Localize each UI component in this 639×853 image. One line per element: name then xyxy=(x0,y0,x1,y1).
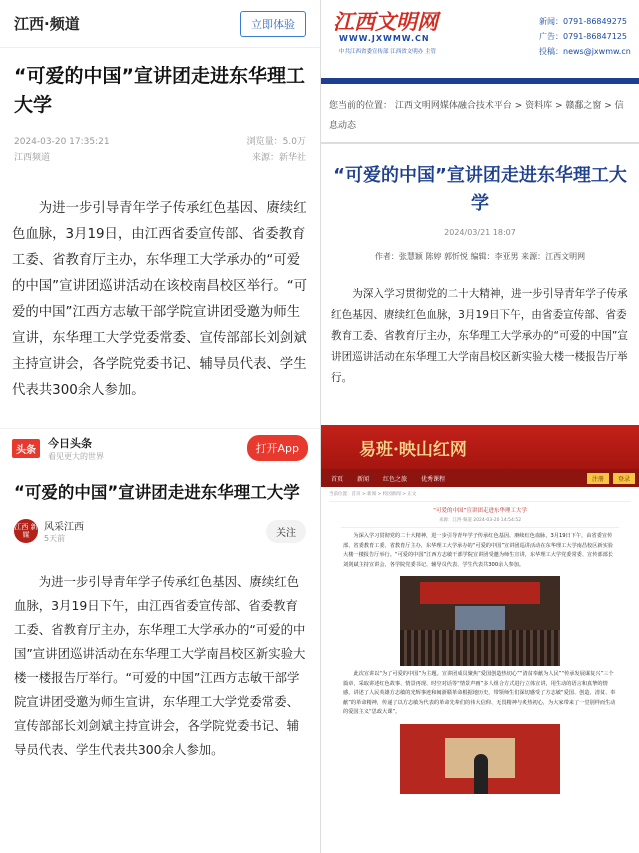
follow-button[interactable]: 关注 xyxy=(266,520,306,543)
jiangxi-channel-article xyxy=(0,0,320,440)
breadcrumb[interactable]: 您当前的位置： 江西文明网媒体融合技术平台 > 资料库 > 赣鄱之窗 > 信息动态 xyxy=(329,101,624,131)
article-paragraph-1: 为深入学习贯彻党的二十大精神，进一步引导青年学子传承红色基因、赓续红色血脉，3月19日下午，由省委宣传部、省委教育工委、省教育厅主办，东华理工大学承办的“可爱的中国”宣讲团巡讲活动在东华理工大学南昌校区新实验大楼一楼报告厅举行。“可爱的中国”江西方志敏干部学院宣讲团受邀为师生宣讲，东华理工大学党委常委、宣传部部长刘剑斌主持宣讲会，各学院党委书记、辅导员代表、学生代表共300余人参加。 xyxy=(343,533,613,568)
source-label: 来源：新华社 xyxy=(251,153,306,163)
jxwmw-article xyxy=(320,0,639,425)
login-button[interactable]: 登录 xyxy=(613,473,635,484)
toutiao-logo-icon: 头条 xyxy=(12,439,40,458)
author-row xyxy=(14,518,306,544)
site-subtitle: 中共江西省委宣传部 江西省文明办 主管 xyxy=(339,49,436,55)
divider xyxy=(341,527,619,528)
nav-bar xyxy=(321,78,639,84)
publish-datetime: 2024-03-20 17:35:21 xyxy=(14,137,110,147)
breadcrumb[interactable]: 当前位置：首页 > 新闻 > 校园新闻 > 正文 xyxy=(329,492,417,497)
article-paragraph-2: 此次宣讲以“为了可爱的中国”为主题。宣讲团成员聚焦“爱国创造热切心”“清贫奉献为人民”“传承发展谋复兴”三个篇章，采取讲述红色故事、情景再现、时空对话等“情景声画”多人组合方式进行立体宣讲，用生动的语言和真挚的情感，讲述了人民英雄方志敏的光辉事迹和闽浙赣革命根据地历史，带领师生们深切感受了方志敏“爱国、创造、清贫、奉献”的革命精神，传递了以方志敏为代表的革命先辈们的伟大信仰、无畏精神与炙热初心，为大家带来了一堂别样而生动的爱国主义“思政大课”。 xyxy=(343,671,616,715)
article-title: “可爱的中国”宣讲团走进东华理工大学 xyxy=(14,65,305,116)
article-title: “可爱的中国”宣讲团走进东华理工大学 xyxy=(333,165,627,214)
contact-info xyxy=(539,14,631,59)
article-title: “可爱的中国”宣讲团走进东华理工大学 xyxy=(433,508,527,514)
brand-slogan: 看见更大的世界 xyxy=(48,451,104,461)
event-photo xyxy=(400,576,560,666)
author-name[interactable]: 风采江西 xyxy=(44,522,84,533)
article-body: 为深入学习贯彻党的二十大精神，进一步引导青年学子传承红色基因、赓续红色血脉，3月19日下午，由省委宣传部、省委教育工委、省教育厅主办，东华理工大学承办的“可爱的中国”宣讲团巡讲活动在东华理工大学南昌校区新实验大楼一楼报告厅举行。 xyxy=(331,288,629,384)
author-info xyxy=(44,518,266,544)
projection-screen xyxy=(455,606,505,630)
site-url: WWW.JXWMW.CN xyxy=(339,34,430,43)
site-logo[interactable]: 江西文明网 xyxy=(333,9,438,34)
nav-item-home[interactable]: 首页 xyxy=(331,475,344,483)
site-logo[interactable]: 易班·映山红网 xyxy=(359,440,467,460)
open-app-button[interactable]: 打开App xyxy=(247,435,309,461)
nav-item-news[interactable]: 新闻 xyxy=(357,475,370,483)
avatar[interactable]: 江西 新媒 xyxy=(14,519,38,543)
article-body: 为进一步引导青年学子传承红色基因、赓续红色血脉，3月19日下午，由江西省委宣传部、省委教育工委、省教育厅主办，东华理工大学承办的“可爱的中国”宣讲团巡讲活动在东华理工大学南昌校区新实验大楼一楼报告厅举行。“可爱的中国”江西方志敏干部学院宣讲团受邀为师生宣讲，东华理工大学党委常委、宣传部部长刘剑斌主持宣讲会，各学院党委书记、辅导员代表、学生代表共300余人参加。 xyxy=(14,574,306,757)
audience xyxy=(400,630,560,666)
article-meta: 来源：江西·频道 2024-03-20 14:54:52 xyxy=(438,518,522,523)
stage-backdrop xyxy=(420,582,540,604)
divider xyxy=(321,142,639,144)
article-body: 为进一步引导青年学子传承红色基因、赓续红色血脉，3月19日，由江西省委宣传部、省委教育工委、省教育厅主办，东华理工大学承办的“可爱的中国”宣讲团巡讲活动在该校南昌校区举行。“可爱的中国”江西方志敏干部学院宣讲团受邀为师生宣讲，东华理工大学党委常委、宣传部部长刘剑斌主持宣讲会，各学院党委书记、辅导员代表、学生代表共300余人参加。 xyxy=(12,201,308,398)
ads-phone: 广告：0791-86847125 xyxy=(539,32,627,41)
brand-block xyxy=(48,435,247,462)
top-bar xyxy=(0,0,320,48)
yingshanhong-article xyxy=(320,425,639,853)
site-banner xyxy=(321,425,639,469)
nav-item-courses[interactable]: 优秀课程 xyxy=(421,475,446,483)
nav-bar xyxy=(321,469,639,487)
view-count: 浏览量：5.0万 xyxy=(246,137,306,147)
article-title: “可爱的中国”宣讲团走进东华理工大学 xyxy=(14,483,300,502)
channel-name[interactable]: 江西频道 xyxy=(14,153,51,163)
open-app-button[interactable]: 立即体验 xyxy=(240,11,306,37)
site-header xyxy=(321,0,639,78)
speaker-photo xyxy=(400,724,560,794)
register-button[interactable]: 注册 xyxy=(587,473,609,484)
toutiao-top-bar xyxy=(0,429,320,467)
article-meta xyxy=(14,134,306,166)
speaker-figure xyxy=(474,754,488,794)
nav-item-red-tour[interactable]: 红色之旅 xyxy=(383,475,408,483)
byline: 作者：张慧颖 陈婷 郭忻悦 编辑：李亚男 来源：江西文明网 xyxy=(374,252,586,261)
post-time: 5天前 xyxy=(44,534,66,543)
site-logo[interactable]: 江西·频道 xyxy=(14,15,80,33)
submit-email[interactable]: 投稿：news@jxwmw.cn xyxy=(539,47,631,56)
publish-date: 2024/03/21 18:07 xyxy=(444,228,516,237)
brand-name: 今日头条 xyxy=(48,436,92,450)
divider xyxy=(329,501,631,502)
news-phone: 新闻：0791-86849275 xyxy=(539,17,627,26)
toutiao-article xyxy=(0,428,320,853)
